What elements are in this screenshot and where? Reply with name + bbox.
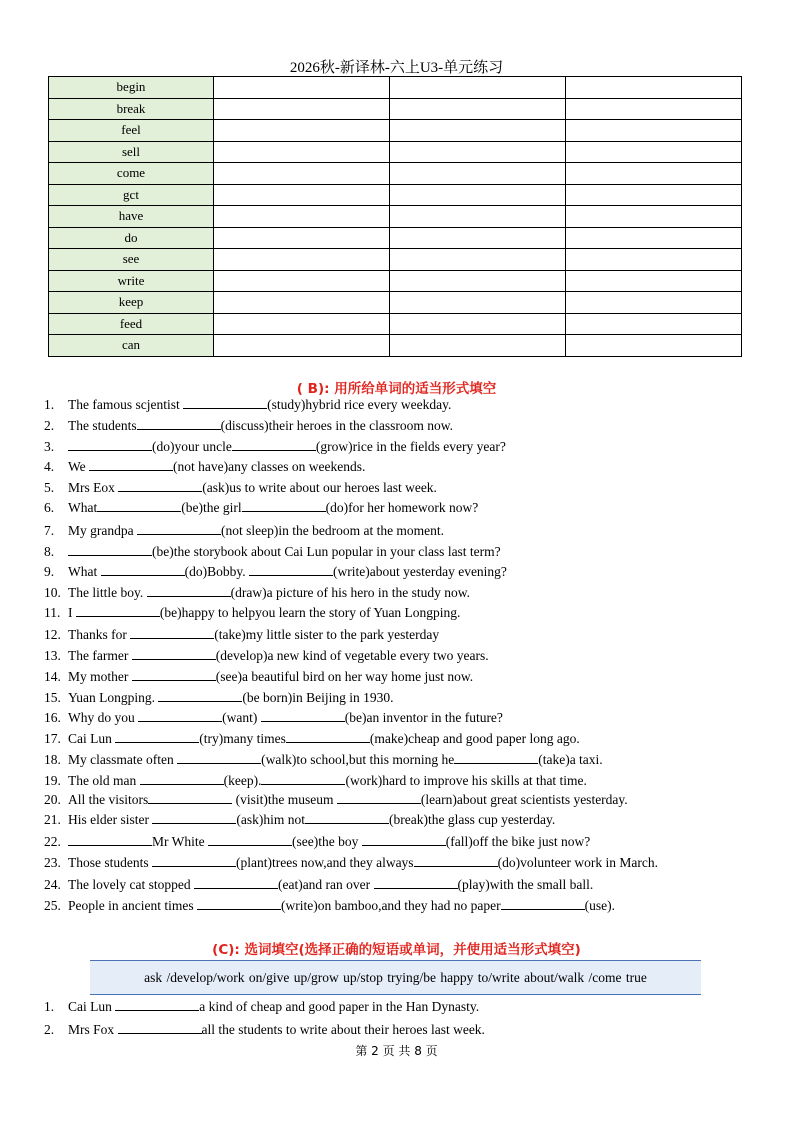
question-number: 25. xyxy=(44,898,61,913)
answer-blank[interactable] xyxy=(137,428,221,430)
answer-cell[interactable] xyxy=(566,313,742,335)
answer-blank[interactable] xyxy=(97,510,181,512)
question-text: The little boy. xyxy=(68,585,147,600)
answer-blank[interactable] xyxy=(249,574,333,576)
question-text: His elder sister xyxy=(68,812,153,827)
question-number: 17. xyxy=(44,731,61,746)
answer-blank[interactable] xyxy=(68,554,152,556)
question-text: (not have)any classes on weekends. xyxy=(173,459,366,474)
verb-cell: begin xyxy=(49,77,214,99)
question-item xyxy=(44,773,587,789)
question-item xyxy=(44,792,628,808)
answer-cell[interactable] xyxy=(390,313,566,335)
answer-blank[interactable] xyxy=(286,741,370,743)
table-row xyxy=(49,163,742,185)
word-forms-table xyxy=(48,76,742,357)
question-text: My mother xyxy=(68,669,132,684)
question-item xyxy=(44,397,451,413)
question-text: The farmer xyxy=(68,648,132,663)
question-text: (play)with the small ball. xyxy=(457,877,594,892)
question-text: (try)many times xyxy=(199,731,286,746)
question-text: (study)hybrid rice every weekday. xyxy=(267,397,452,412)
verb-cell: see xyxy=(49,249,214,271)
question-text: The students xyxy=(68,418,137,433)
question-number: 2. xyxy=(44,1022,55,1037)
answer-blank[interactable] xyxy=(118,1032,202,1034)
answer-cell[interactable] xyxy=(566,184,742,206)
answer-blank[interactable] xyxy=(194,887,278,889)
question-item xyxy=(44,544,501,560)
question-item xyxy=(44,418,453,434)
question-number: 12. xyxy=(44,627,61,642)
answer-blank[interactable] xyxy=(305,822,389,824)
table-row xyxy=(49,292,742,314)
question-text: All the visitors xyxy=(68,792,149,807)
question-item xyxy=(44,648,489,664)
answer-cell[interactable] xyxy=(390,120,566,142)
answer-blank[interactable] xyxy=(232,449,316,451)
answer-blank[interactable] xyxy=(261,783,345,785)
question-text: all the students to write about their heroes last week. xyxy=(201,1022,485,1037)
question-text: (walk)to school,but this morning he xyxy=(261,752,455,767)
question-item xyxy=(44,500,478,516)
section-b-title: ( B): 用所给单词的适当形式填空 xyxy=(296,381,497,397)
question-text: (develop)a new kind of vegetable every two years. xyxy=(215,648,489,663)
question-text: (write)on bamboo,and they had no paper xyxy=(280,898,501,913)
question-text: (write)about yesterday evening? xyxy=(333,564,507,579)
question-number: 5. xyxy=(44,480,55,495)
answer-cell[interactable] xyxy=(214,335,390,357)
question-number: 4. xyxy=(44,459,55,474)
question-item xyxy=(44,585,470,601)
answer-blank[interactable] xyxy=(147,595,231,597)
answer-cell[interactable] xyxy=(566,270,742,292)
question-number: 21. xyxy=(44,812,61,827)
section-c-title: (C): 选词填空(选择正确的短语或单词，并使用适当形式填空) xyxy=(212,942,581,958)
question-text: (work)hard to improve his skills at that time. xyxy=(345,773,587,788)
question-text: (plant)trees now,and they always xyxy=(236,855,414,870)
question-number: 14. xyxy=(44,669,61,684)
answer-blank[interactable] xyxy=(152,865,236,867)
answer-cell[interactable] xyxy=(390,98,566,120)
question-number: 23. xyxy=(44,855,61,870)
answer-cell[interactable] xyxy=(214,120,390,142)
answer-blank[interactable] xyxy=(89,469,173,471)
question-text: a kind of cheap and good paper in the Han Dynasty. xyxy=(199,999,480,1014)
answer-blank[interactable] xyxy=(130,637,214,639)
question-item xyxy=(44,605,460,621)
question-item xyxy=(44,710,503,726)
verb-cell: sell xyxy=(49,141,214,163)
question-text: Mrs Fox xyxy=(68,1022,118,1037)
answer-blank[interactable] xyxy=(118,490,202,492)
question-number: 20. xyxy=(44,792,61,807)
question-text: (take)a taxi. xyxy=(538,752,603,767)
answer-cell[interactable] xyxy=(390,77,566,99)
answer-blank[interactable] xyxy=(242,510,326,512)
question-text: (break)the glass cup yesterday. xyxy=(388,812,556,827)
question-text: (be)the storybook about Cai Lun popular in your class last term? xyxy=(152,544,501,559)
verb-cell: feel xyxy=(49,120,214,142)
answer-cell[interactable] xyxy=(566,141,742,163)
question-number: 22. xyxy=(44,834,61,849)
question-item xyxy=(44,439,506,455)
table-row xyxy=(49,206,742,228)
answer-cell[interactable] xyxy=(390,206,566,228)
answer-blank[interactable] xyxy=(115,741,199,743)
question-item xyxy=(44,812,555,828)
answer-blank[interactable] xyxy=(115,1009,199,1011)
answer-blank[interactable] xyxy=(337,802,421,804)
question-text: I xyxy=(68,605,76,620)
answer-cell[interactable] xyxy=(214,184,390,206)
table-row xyxy=(49,227,742,249)
question-text: (use). xyxy=(584,898,616,913)
answer-blank[interactable] xyxy=(414,865,498,867)
answer-cell[interactable] xyxy=(390,270,566,292)
question-number: 6. xyxy=(44,500,55,515)
answer-cell[interactable] xyxy=(214,77,390,99)
verb-cell: come xyxy=(49,163,214,185)
answer-blank[interactable] xyxy=(137,533,221,535)
answer-blank[interactable] xyxy=(101,574,185,576)
table-row xyxy=(49,313,742,335)
table-row xyxy=(49,184,742,206)
question-text: (eat)and ran over xyxy=(277,877,374,892)
answer-blank[interactable] xyxy=(138,720,222,722)
question-number: 24. xyxy=(44,877,61,892)
answer-cell[interactable] xyxy=(390,163,566,185)
answer-cell[interactable] xyxy=(214,270,390,292)
answer-blank[interactable] xyxy=(68,844,152,846)
answer-blank[interactable] xyxy=(362,844,446,846)
question-number: 10. xyxy=(44,585,61,600)
question-number: 15. xyxy=(44,690,61,705)
question-text: (discuss)their heroes in the classroom now. xyxy=(220,418,453,433)
question-number: 18. xyxy=(44,752,61,767)
question-text: (want) xyxy=(222,710,261,725)
question-item xyxy=(44,459,365,475)
answer-blank[interactable] xyxy=(208,844,292,846)
answer-cell[interactable] xyxy=(214,227,390,249)
question-text: What xyxy=(68,564,101,579)
answer-cell[interactable] xyxy=(214,313,390,335)
question-number: 1. xyxy=(44,999,55,1014)
answer-blank[interactable] xyxy=(501,908,585,910)
answer-cell[interactable] xyxy=(214,141,390,163)
answer-cell[interactable] xyxy=(390,335,566,357)
answer-cell[interactable] xyxy=(214,206,390,228)
question-text: My grandpa xyxy=(68,523,137,538)
verb-cell: can xyxy=(49,335,214,357)
question-text: (draw)a picture of his hero in the study now. xyxy=(230,585,471,600)
question-number: 13. xyxy=(44,648,61,663)
answer-cell[interactable] xyxy=(390,249,566,271)
question-number: 19. xyxy=(44,773,61,788)
verb-cell: feed xyxy=(49,313,214,335)
answer-blank[interactable] xyxy=(152,822,236,824)
question-text: We xyxy=(68,459,90,474)
answer-cell[interactable] xyxy=(214,163,390,185)
answer-cell[interactable] xyxy=(566,335,742,357)
answer-cell[interactable] xyxy=(566,77,742,99)
question-item xyxy=(44,523,444,539)
page-title: 2026秋-新译林-六上U3-单元练习 xyxy=(289,60,504,76)
question-text: What xyxy=(68,500,98,515)
question-text: (visit)the museum xyxy=(232,792,337,807)
answer-blank[interactable] xyxy=(177,762,261,764)
answer-blank[interactable] xyxy=(261,720,345,722)
question-text: (grow)rice in the fields every year? xyxy=(315,439,506,454)
table-row xyxy=(49,98,742,120)
answer-cell[interactable] xyxy=(566,120,742,142)
question-item xyxy=(44,999,479,1015)
answer-blank[interactable] xyxy=(183,407,267,409)
question-number: 11. xyxy=(44,605,61,620)
answer-blank[interactable] xyxy=(374,887,458,889)
question-number: 9. xyxy=(44,564,55,579)
table-row xyxy=(49,141,742,163)
question-text: (keep). xyxy=(223,773,262,788)
question-text: Why do you xyxy=(68,710,139,725)
question-item xyxy=(44,855,658,871)
question-item xyxy=(44,480,437,496)
question-text: Thanks for xyxy=(68,627,131,642)
question-text: (do)your uncle xyxy=(152,439,232,454)
question-item xyxy=(44,877,593,893)
question-item xyxy=(44,690,393,706)
page-number: 第 2 页 共 8 页 xyxy=(355,1044,438,1058)
answer-blank[interactable] xyxy=(158,700,242,702)
question-text: (be)the girl xyxy=(181,500,242,515)
question-item xyxy=(44,1022,485,1038)
question-text: The old man xyxy=(68,773,140,788)
question-text: (see)the boy xyxy=(292,834,362,849)
question-number: 2. xyxy=(44,418,55,433)
question-text: (take)my little sister to the park yesterday xyxy=(214,627,440,642)
answer-cell[interactable] xyxy=(390,292,566,314)
question-number: 1. xyxy=(44,397,55,412)
question-text: (do)volunteer work in March. xyxy=(497,855,659,870)
table-row xyxy=(49,120,742,142)
answer-cell[interactable] xyxy=(390,141,566,163)
answer-blank[interactable] xyxy=(132,679,216,681)
question-item xyxy=(44,898,615,914)
answer-cell[interactable] xyxy=(566,249,742,271)
question-item xyxy=(44,669,473,685)
question-number: 3. xyxy=(44,439,55,454)
question-number: 7. xyxy=(44,523,55,538)
table-row xyxy=(49,335,742,357)
answer-blank[interactable] xyxy=(68,449,152,451)
question-text: The famous scjentist xyxy=(68,397,184,412)
answer-blank[interactable] xyxy=(132,658,216,660)
verb-cell: gct xyxy=(49,184,214,206)
question-text: (do)Bobby. xyxy=(184,564,249,579)
question-text: (do)for her homework now? xyxy=(325,500,479,515)
question-text: (be)an inventor in the future? xyxy=(344,710,503,725)
question-text: (ask)him not xyxy=(236,812,305,827)
table-row xyxy=(49,270,742,292)
verb-cell: break xyxy=(49,98,214,120)
question-item xyxy=(44,834,590,850)
answer-cell[interactable] xyxy=(566,206,742,228)
verb-cell: keep xyxy=(49,292,214,314)
answer-blank[interactable] xyxy=(148,802,232,804)
question-number: 8. xyxy=(44,544,55,559)
question-item xyxy=(44,731,580,747)
table-row xyxy=(49,77,742,99)
question-text: (be born)in Beijing in 1930. xyxy=(242,690,394,705)
question-item xyxy=(44,564,507,580)
question-text: Cai Lun xyxy=(68,731,116,746)
answer-cell[interactable] xyxy=(214,292,390,314)
verb-cell: do xyxy=(49,227,214,249)
question-text: Mrs Eox xyxy=(68,480,119,495)
verb-cell: write xyxy=(49,270,214,292)
answer-cell[interactable] xyxy=(390,227,566,249)
question-number: 16. xyxy=(44,710,61,725)
question-text: Yuan Longping. xyxy=(68,690,159,705)
word-bank: ask /develop/work on/give up/grow up/stop trying/be happy to/write about/walk /come true xyxy=(90,960,701,995)
question-text: (ask)us to write about our heroes last week. xyxy=(202,480,437,495)
question-text: (learn)about great scientists yesterday. xyxy=(420,792,628,807)
question-text: (be)happy to helpyou learn the story of Yuan Longping. xyxy=(159,605,461,620)
answer-cell[interactable] xyxy=(566,163,742,185)
question-text: Mr White xyxy=(152,834,208,849)
question-text: The lovely cat stopped xyxy=(68,877,194,892)
answer-cell[interactable] xyxy=(214,249,390,271)
question-text: Cai Lun xyxy=(68,999,116,1014)
answer-cell[interactable] xyxy=(566,98,742,120)
answer-blank[interactable] xyxy=(454,762,538,764)
question-text: (see)a beautiful bird on her way home just now. xyxy=(215,669,474,684)
answer-blank[interactable] xyxy=(140,783,224,785)
question-item xyxy=(44,752,603,768)
answer-blank[interactable] xyxy=(76,615,160,617)
question-text: Those students xyxy=(68,855,152,870)
table-row xyxy=(49,249,742,271)
question-text: (fall)off the bike just now? xyxy=(445,834,591,849)
question-text: (make)cheap and good paper long ago. xyxy=(369,731,580,746)
answer-cell[interactable] xyxy=(566,292,742,314)
verb-cell: have xyxy=(49,206,214,228)
question-item xyxy=(44,627,439,643)
question-text: People in ancient times xyxy=(68,898,197,913)
answer-cell[interactable] xyxy=(390,184,566,206)
answer-cell[interactable] xyxy=(566,227,742,249)
answer-cell[interactable] xyxy=(214,98,390,120)
question-text: (not sleep)in the bedroom at the moment. xyxy=(220,523,445,538)
answer-blank[interactable] xyxy=(197,908,281,910)
question-text: My classmate often xyxy=(68,752,178,767)
